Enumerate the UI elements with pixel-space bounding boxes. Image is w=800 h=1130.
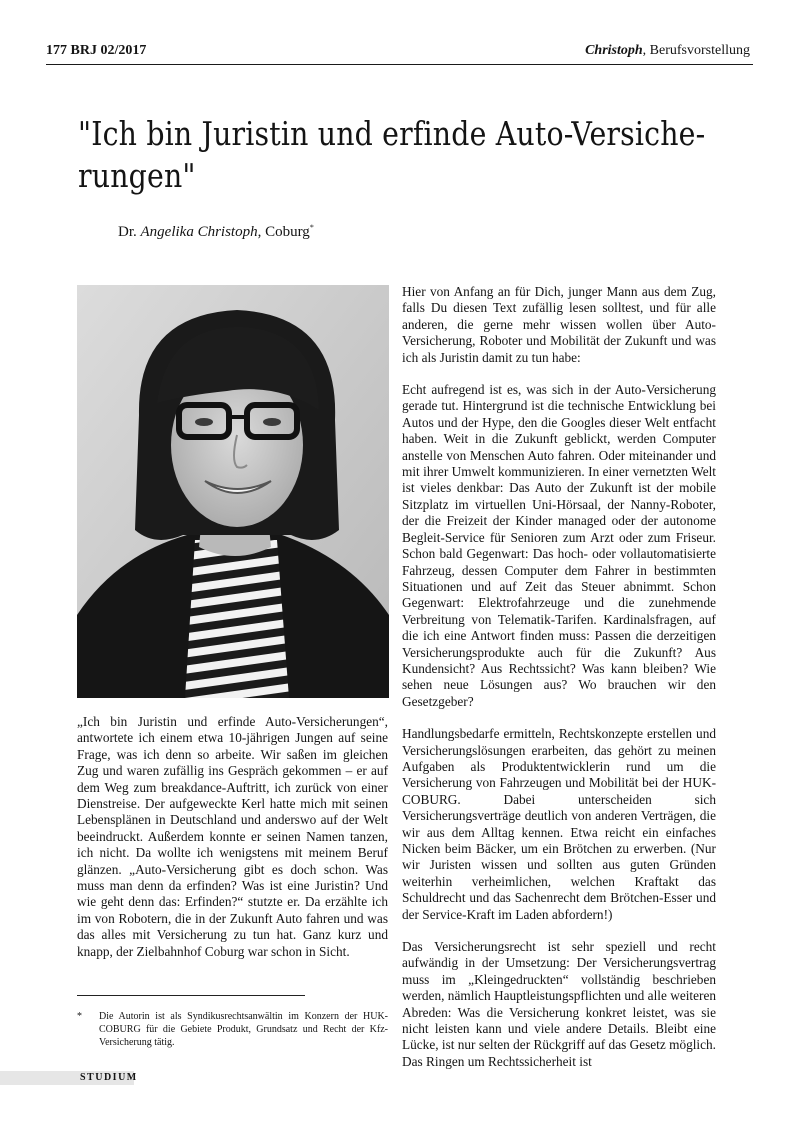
body-paragraph: Das Versicherungsrecht ist sehr speziell und recht aufwändig in der Umsetzung: Der Versicherungsvertrag muss im „Kleingedruckten“ vollständig beschrieben werden, nämlich Hauptleistungspflichten und alle weiteren Abreden: Was die Versicherung konkret leistet, was sie nicht leisten kann und viele andere Details. Bleibt eine Lücke, ist nur selten der Rückgriff auf das Gesetz möglich. Das Ringen um Rechtssicherheit ist	[402, 939, 716, 1069]
running-header-author	[585, 42, 750, 60]
body-paragraph: Hier von Anfang an für Dich, junger Mann aus dem Zug, falls Du diesen Text zufällig lesen solltest, und für alle anderen, die gerne mehr wissen wollen über Auto-Versicherung, Roboter und Mobilität der Zukunft und was ich als Juristin damit zu tun habe:	[402, 284, 716, 365]
left-column-text	[77, 714, 388, 976]
author-prefix: Dr.	[118, 224, 141, 240]
footnote-rule	[77, 995, 305, 996]
author-footnote-mark: *	[309, 223, 314, 232]
author-location: , Coburg	[257, 224, 310, 240]
running-header-topic: , Berufsvorstellung	[642, 43, 750, 58]
right-column-text	[402, 284, 716, 1086]
author-name: Angelika Christoph	[140, 224, 258, 240]
running-header-author-name: Christoph	[585, 43, 643, 58]
author-line	[118, 222, 314, 242]
body-paragraph: Echt aufregend ist es, was sich in der Auto-Versicherung gerade tut. Hintergrund ist die technische Entwicklung bei Autos und der Hype, den die Googles dieser Welt entfacht haben. Weit in die Zukunft geblickt, werden Computer anstelle von Menschen Auto fahren. Oder miteinander und mit ihrer Umwelt kommunizieren. In einer vernetzten Welt ist vieles denkbar: Das Auto der Zukunft ist der mobile Sitzplatz im virtuellen Uni-Hörsaal, der Nanny-Roboter, der die Freizeit der Kinder managed oder der autonome Begleit-Service für Senioren zum Arzt oder zum Friseur. Schon bald Gegenwart: Das hoch- oder vollautomatisierte Fahrzeug, dessen Computer dem Fahrer in bestimmten Situationen und auf Zeit das Steuer abnimmt. Schon Gegenwart: Elektrofahrzeuge und die zunehmende Verbreitung von Telematik-Tarifen. Kardinalsfragen, auf die ich eine Antwort finden muss: Passen die derzeitigen Versicherungsprodukte auch für die Zukunft? Aus Kundensicht? Aus Rechtssicht? Was kann bleiben? Wie sehen neue Lösungen aus? Wo brauchen wir den Gesetzgeber?	[402, 382, 716, 709]
footnote-text: Die Autorin ist als Syndikusrechtsanwältin im Konzern der HUK-COBURG für die Gebiete Produkt, Grundsatz und Recht der Kfz-Versicherung tätig.	[99, 1011, 388, 1048]
body-paragraph: „Ich bin Juristin und erfinde Auto-Versicherungen“, antwortete ich einem etwa 10-jährigen Jungen auf seine Frage, was ich denn so arbeite. Wir saßen im gleichen Zug und waren zufällig ins Gespräch gekommen – er auf dem Weg zum breakdance-Auftritt, ich zurück von einer Dienstreise. Der aufgeweckte Kerl hatte mich mit seinen Lebensplänen in Deutschland und anderswo auf der Welt beeindruckt. Außerdem konnte er seinen Namen tanzen, ich nicht. Da wollte ich wenigstens mit meinem Beruf glänzen. „Auto-Versicherung gibt es doch schon. Was muss man denn da erfinden? Was ist eine Juristin? Und wie geht denn das: Erfinden?“ stutzte er. Da erzählte ich im von Robotern, die in der Zukunft Auto fahren und was das alles mit Versicherung zu tun hat. Ganz kurz und knapp, der Zielbahnhof Coburg war schon in Sicht.	[77, 714, 388, 959]
footnote-mark: *	[77, 1011, 82, 1022]
header-rule	[46, 64, 753, 65]
author-portrait-photo	[77, 285, 389, 698]
article-title: "Ich bin Juristin und erfinde Auto-Versiche-rungen"	[78, 114, 706, 195]
running-header-issue: 177 BRJ 02/2017	[46, 43, 147, 58]
body-paragraph: Handlungsbedarfe ermitteln, Rechtskonzepte erstellen und Versicherungslösungen erarbeiten, das gehört zu meinen Aufgaben als Produktentwicklerin rund um die Versicherung von Fahrzeugen und Mobilität bei der HUK-COBURG. Dabei unterscheiden sich Versicherungsverträge deutlich von anderen Verträgen, die wir aus dem Alltag kennen. Etwa reicht ein einfaches Nicken beim Bäcker, um ein Brötchen zu erwerben. (Nur wir Juristen wissen und sollten aus guten Gründen weiterhin verheimlichen, welchen Kraftakt das Schuldrecht und das Sachenrecht dem Brötchen-Esser und der Service-Kraft im Laden abfordern!)	[402, 726, 716, 922]
footnote	[77, 1010, 388, 1049]
footer-section-label: STUDIUM	[80, 1072, 138, 1083]
